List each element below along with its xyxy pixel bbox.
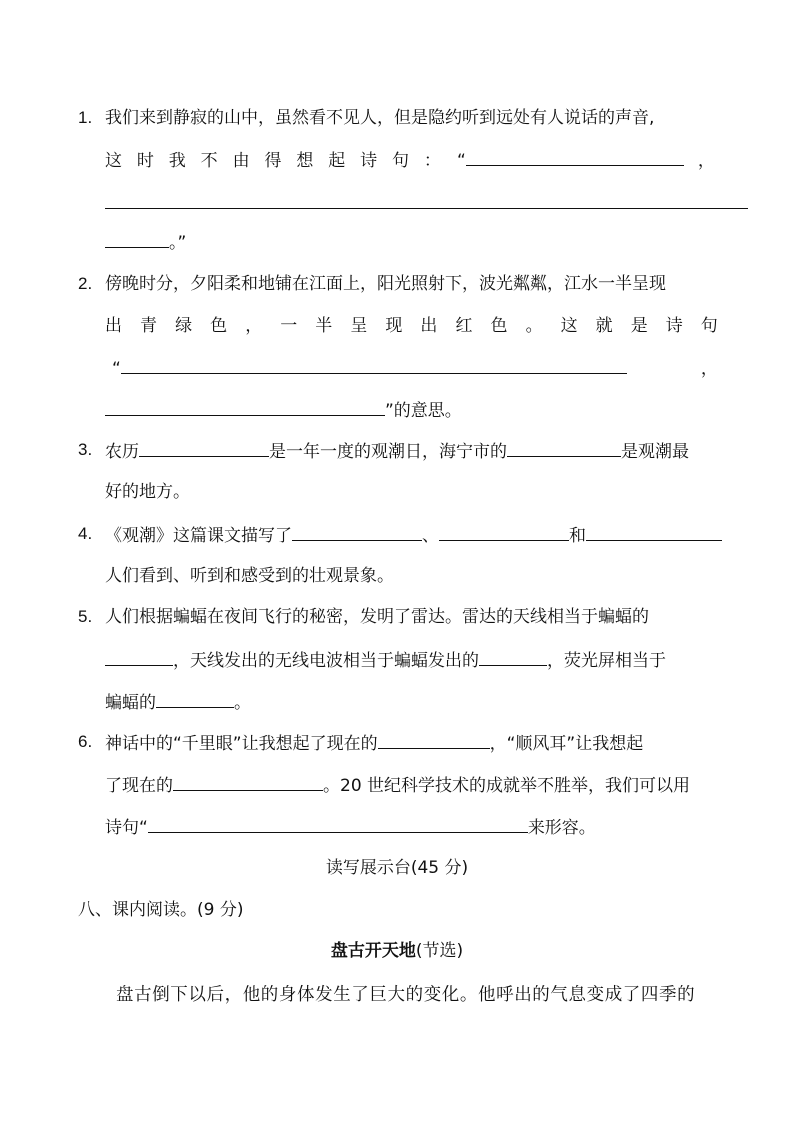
- question-number: 3.: [78, 440, 93, 459]
- spaced-char: 出: [105, 316, 122, 336]
- reading-text: 盘古倒下以后，他的身体发生了巨大的变化。他呼出的气息变成了四季的: [116, 984, 696, 1004]
- q6-text: 诗句“: [105, 818, 148, 838]
- q3-text: 农历: [105, 442, 139, 462]
- answer-blank[interactable]: [292, 523, 422, 541]
- answer-blank[interactable]: [105, 208, 748, 209]
- spaced-char: 现: [385, 316, 403, 336]
- spaced-char: 得: [264, 151, 282, 171]
- answer-blank[interactable]: [507, 439, 621, 457]
- question-number: 6.: [78, 732, 93, 751]
- spaced-char: 起: [328, 151, 346, 171]
- q4-text: 《观潮》这篇课文描写了: [105, 526, 292, 546]
- q2-line4: [105, 398, 462, 422]
- spaced-char: 是: [630, 316, 648, 336]
- spaced-char: 诗: [665, 316, 683, 336]
- spaced-char: ，: [245, 316, 263, 336]
- q5-line1: 人们根据蝙蝠在夜间飞行的秘密，发明了雷达。雷达的天线相当于蝙蝠的: [105, 607, 649, 627]
- answer-blank[interactable]: [156, 690, 234, 708]
- answer-blank[interactable]: [105, 230, 169, 248]
- spaced-char: 我: [168, 151, 186, 171]
- section-title: 读写展示台(45 分): [325, 858, 469, 878]
- q6-line1: [105, 731, 643, 755]
- comma: ，: [697, 151, 715, 171]
- q1-line2-text: [105, 150, 441, 172]
- spaced-char: 时: [136, 151, 154, 171]
- answer-blank[interactable]: [479, 648, 547, 666]
- question-number: 1.: [78, 108, 93, 127]
- spaced-char: 呈: [350, 316, 368, 336]
- spaced-char: 这: [560, 316, 578, 336]
- open-quote: “: [112, 359, 121, 379]
- q5-line2: [105, 648, 666, 672]
- q1-line1: 我们来到静寂的山中，虽然看不见人，但是隐约听到远处有人说话的声音,: [105, 108, 655, 128]
- q6-text: 来形容。: [527, 818, 596, 838]
- spaced-char: 句: [392, 151, 410, 171]
- answer-blank[interactable]: [173, 773, 323, 791]
- q5-text: ，天线发出的无线电波相当于蝙蝠发出的: [173, 651, 479, 671]
- spaced-char: 由: [232, 151, 250, 171]
- answer-blank[interactable]: [105, 398, 385, 416]
- q6-text: 了现在的: [105, 776, 173, 796]
- answer-blank[interactable]: [439, 523, 569, 541]
- q3-line1: [105, 439, 689, 463]
- end-quote: 。”: [169, 233, 187, 253]
- q2-ending: ”的意思。: [385, 401, 462, 421]
- spaced-char: 色: [210, 316, 228, 336]
- q4-text: 和: [569, 526, 586, 546]
- q6-text: 。20 世纪科学技术的成就举不胜举，我们可以用: [323, 776, 691, 796]
- part-heading: 八、课内阅读。(9 分): [78, 900, 244, 920]
- reading-title-note: (节选): [415, 941, 464, 961]
- spaced-char: 红: [455, 316, 473, 336]
- q1-line3: [105, 230, 186, 254]
- answer-blank[interactable]: [378, 731, 490, 749]
- q5-text: ，荧光屏相当于: [547, 651, 666, 671]
- q3-line2: 好的地方。: [105, 482, 190, 502]
- spaced-char: 不: [200, 151, 218, 171]
- spaced-char: 色: [490, 316, 508, 336]
- answer-blank[interactable]: [139, 439, 269, 457]
- reading-title-text: 盘古开天地: [330, 941, 416, 961]
- spaced-char: 半: [315, 316, 333, 336]
- q3-text: 是观潮最: [621, 442, 689, 462]
- q2-line3: [112, 356, 718, 380]
- spaced-char: 绿: [175, 316, 193, 336]
- spaced-char: 句: [700, 316, 718, 336]
- q6-line2: [105, 773, 690, 797]
- spaced-char: 诗: [360, 151, 378, 171]
- q2-line1: 傍晚时分，夕阳柔和地铺在江面上，阳光照射下，波光粼粼，江水一半呈现: [105, 274, 666, 294]
- question-number: 5.: [78, 607, 93, 626]
- q5-text: 蝙蝠的: [105, 693, 156, 713]
- question-number: 4.: [78, 524, 93, 543]
- answer-blank[interactable]: [121, 356, 627, 374]
- spaced-char: 出: [420, 316, 438, 336]
- q5-line3: [105, 690, 251, 714]
- open-quote: “: [457, 151, 466, 171]
- spaced-char: 。: [525, 316, 543, 336]
- q6-line3: [105, 815, 596, 839]
- comma: ，: [700, 359, 718, 379]
- spaced-char: 就: [595, 316, 613, 336]
- reading-title: [0, 940, 794, 962]
- answer-blank[interactable]: [105, 648, 173, 666]
- q3-text: 是一年一度的观潮日，海宁市的: [269, 442, 507, 462]
- q2-line2: [105, 315, 718, 337]
- answer-blank[interactable]: [148, 815, 528, 833]
- spaced-char: 这: [105, 151, 122, 171]
- answer-blank[interactable]: [466, 148, 684, 166]
- spaced-char: ：: [423, 151, 441, 171]
- spaced-char: 想: [296, 151, 314, 171]
- q4-line2: 人们看到、听到和感受到的壮观景象。: [105, 566, 394, 586]
- spaced-char: 一: [280, 316, 298, 336]
- q4-line1: [105, 523, 722, 547]
- q5-end: 。: [234, 693, 251, 713]
- q6-text: ，“顺风耳”让我想起: [489, 734, 644, 754]
- answer-blank[interactable]: [586, 523, 722, 541]
- q6-text: 神话中的“千里眼”让我想起了现在的: [105, 734, 378, 754]
- q4-sep: 、: [422, 526, 439, 546]
- question-number: 2.: [78, 274, 93, 293]
- spaced-char: 青: [140, 316, 158, 336]
- q1-line2: [105, 148, 725, 172]
